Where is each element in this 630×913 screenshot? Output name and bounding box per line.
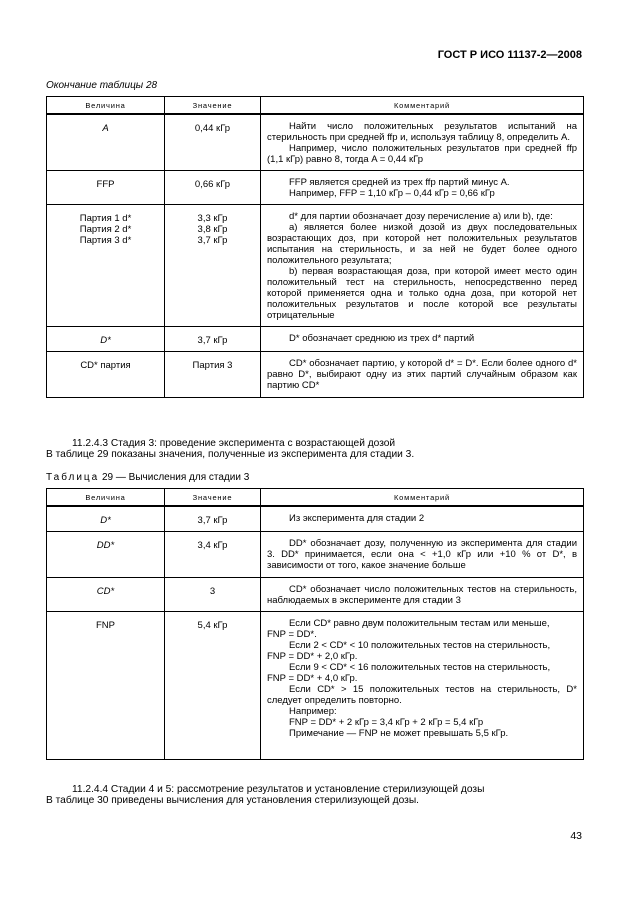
table-row [47, 506, 584, 532]
quantity-cell: Партия 1 d* Партия 2 d* Партия 3 d* [47, 205, 165, 327]
table-row [47, 352, 584, 398]
table-28 [46, 96, 584, 398]
comment-line: D* обозначает среднюю из трех d* партий [289, 333, 475, 344]
comment-line: Например, число положительных результатов при средней ffp (1,1 кГр) равно 8, тогда A = 0,44 кГр [267, 143, 577, 165]
value-cell: 3,7 кГр [165, 327, 261, 352]
comment-line: Например, FFP = 1,10 кГр – 0,44 кГр = 0,66 кГр [289, 188, 495, 199]
table-28-caption: Окончание таблицы 28 [46, 80, 158, 91]
comment-line: Если 9 < CD* < 16 положительных тестов на стерильность, [289, 662, 551, 673]
comment-line: Если CD* равно двум положительным тестам или меньше, [289, 618, 550, 629]
comment-line: CD* обозначает число положительных тестов на стерильность, наблюдаемых в эксперименте для стадии 3 [267, 584, 577, 606]
value-cell: 0,44 кГр [165, 114, 261, 171]
caption-text: 29 — Вычисления для стадии 3 [102, 472, 250, 483]
comment-cell [261, 327, 584, 352]
value-cell: 3,3 кГр 3,8 кГр 3,7 кГр [165, 205, 261, 327]
comment-line: FNP = DD* + 2 кГр = 3,4 кГр + 2 кГр = 5,4 кГр [289, 717, 484, 728]
table-row [47, 327, 584, 352]
section-heading: 11.2.4.4 Стадии 4 и 5: рассмотрение результатов и установление стерилизующей дозы [72, 784, 485, 795]
column-header: Значение [165, 489, 261, 507]
section-11-2-4-3 [46, 438, 584, 460]
comment-cell [261, 578, 584, 612]
value-cell: 3,7 кГр [165, 506, 261, 532]
comment-line: b) первая возрастающая доза, при которой имеет место один положительный тест на стерильность, непосредственно перед которой применяется одна и только одна доза, при которой нет положительных результатов и после которой все результаты отрицательные [267, 266, 577, 321]
comment-cell [261, 114, 584, 171]
quantity-cell: A [47, 114, 165, 171]
value-cell: 3 [165, 578, 261, 612]
value-cell: Партия 3 [165, 352, 261, 398]
table-row [47, 578, 584, 612]
quantity-cell: CD* партия [47, 352, 165, 398]
comment-cell [261, 171, 584, 205]
quantity-cell: CD* [47, 578, 165, 612]
page-number: 43 [570, 830, 582, 842]
value-cell: 5,4 кГр [165, 612, 261, 760]
column-header: Величина [47, 489, 165, 507]
comment-line: Например: [289, 706, 337, 717]
section-text: В таблице 30 приведены вычисления для установления стерилизующей дозы. [46, 795, 419, 806]
section-heading: 11.2.4.3 Стадия 3: проведение эксперимента с возрастающей дозой [72, 438, 396, 449]
quantity-cell: FNP [47, 612, 165, 760]
comment-cell [261, 532, 584, 578]
section-11-2-4-4 [46, 784, 584, 806]
comment-line: DD* обозначает дозу, полученную из эксперимента для стадии 3. DD* принимается, если она < +1,0 кГр или +10 % от D*, в зависимости от того, какое значение больше [267, 538, 577, 571]
document-code: ГОСТ Р ИСО 11137-2—2008 [437, 49, 582, 61]
comment-line: a) является более низкой дозой из двух последовательных возрастающих доз, при которой нет положительных результатов испытания на стерильность, и за ней не будет более одного положительного результата; [267, 222, 577, 266]
table-row [47, 532, 584, 578]
comment-line: Из эксперимента для стадии 2 [289, 513, 425, 524]
section-text: В таблице 29 показаны значения, полученные из эксперимента для стадии 3. [46, 449, 415, 460]
column-header: Комментарий [261, 97, 584, 115]
quantity-cell: D* [47, 327, 165, 352]
comment-line: CD* обозначает партию, у которой d* = D*. Если более одного d* равно D*, выбирают одну из этих партий случайным образом как партию CD* [267, 358, 577, 391]
quantity-cell: FFP [47, 171, 165, 205]
comment-line: FNP = DD* + 2,0 кГр. [267, 651, 358, 662]
comment-line: Если CD* > 15 положительных тестов на стерильность, D* следует определить повторно. [267, 684, 577, 706]
comment-cell [261, 205, 584, 327]
comment-cell [261, 612, 584, 760]
comment-line: FFP является средней из трех ffp партий минус A. [289, 177, 510, 188]
column-header: Значение [165, 97, 261, 115]
table-29 [46, 488, 584, 760]
comment-cell [261, 506, 584, 532]
quantity-cell: DD* [47, 532, 165, 578]
table-row [47, 114, 584, 171]
note-line: Примечание — FNP не может превышать 5,5 кГр. [289, 728, 509, 739]
table-row [47, 205, 584, 327]
comment-line: Найти число положительных результатов испытаний на стерильность при средней ffp и, используя таблицу 8, определить A. [267, 121, 577, 143]
comment-line: FNP = DD* + 4,0 кГр. [267, 673, 358, 684]
quantity-cell: D* [47, 506, 165, 532]
table-row [47, 171, 584, 205]
value-cell: 0,66 кГр [165, 171, 261, 205]
column-header: Величина [47, 97, 165, 115]
table-29-caption [46, 472, 249, 483]
caption-label: Таблица [46, 472, 100, 483]
table-row [47, 612, 584, 760]
comment-line: d* для партии обозначает дозу перечисление a) или b), где: [289, 211, 553, 222]
comment-cell [261, 352, 584, 398]
comment-line: Если 2 < CD* < 10 положительных тестов на стерильность, [289, 640, 551, 651]
column-header: Комментарий [261, 489, 584, 507]
value-cell: 3,4 кГр [165, 532, 261, 578]
comment-line: FNP = DD*. [267, 629, 317, 640]
